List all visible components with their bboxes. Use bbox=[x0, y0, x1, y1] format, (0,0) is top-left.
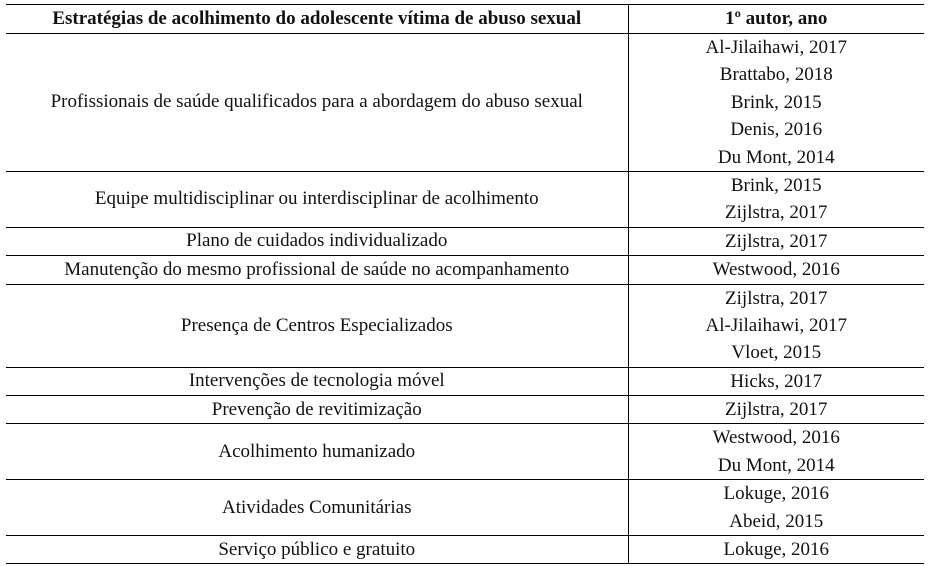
author-cell bbox=[628, 424, 924, 480]
strategy-cell bbox=[6, 424, 628, 480]
strategy-text: Atividades Comunitárias bbox=[222, 496, 412, 518]
author-entry: Westwood, 2016 bbox=[712, 427, 840, 449]
strategy-text: Serviço público e gratuito bbox=[218, 538, 416, 560]
strategy-text: Manutenção do mesmo profissional de saúde no acompanhamento bbox=[64, 258, 570, 280]
author-entry: Brattabo, 2018 bbox=[719, 64, 833, 86]
table-row bbox=[6, 227, 924, 255]
author-entry: Hicks, 2017 bbox=[730, 370, 823, 392]
author-column-header: 1º autor, ano bbox=[628, 5, 924, 34]
table-row bbox=[6, 536, 924, 564]
strategy-cell bbox=[6, 227, 628, 255]
strategy-text: Intervenções de tecnologia móvel bbox=[188, 370, 445, 392]
strategy-cell bbox=[6, 396, 628, 424]
table-header-row bbox=[6, 5, 924, 34]
strategy-text: Equipe multidisciplinar ou interdisciplinar de acolhimento bbox=[94, 188, 539, 210]
table-row bbox=[6, 367, 924, 395]
author-cell bbox=[628, 536, 924, 564]
author-cell bbox=[628, 396, 924, 424]
table-row bbox=[6, 284, 924, 367]
strategy-cell bbox=[6, 256, 628, 284]
strategy-text: Plano de cuidados individualizado bbox=[186, 230, 448, 252]
author-entry: Denis, 2016 bbox=[730, 119, 823, 141]
author-entry: Vloet, 2015 bbox=[731, 342, 822, 364]
author-entry: Brink, 2015 bbox=[730, 91, 822, 113]
strategies-table bbox=[6, 4, 924, 564]
strategy-cell bbox=[6, 171, 628, 227]
author-entry: Zijlstra, 2017 bbox=[725, 230, 828, 252]
author-entry: Lokuge, 2016 bbox=[723, 539, 830, 561]
strategy-text: Prevenção de revitimização bbox=[211, 398, 422, 420]
strategy-text: Acolhimento humanizado bbox=[218, 440, 416, 462]
author-entry: Zijlstra, 2017 bbox=[725, 202, 828, 224]
author-cell bbox=[628, 256, 924, 284]
author-entry: Brink, 2015 bbox=[730, 174, 822, 196]
author-cell bbox=[628, 284, 924, 367]
table-row bbox=[6, 256, 924, 284]
table-body bbox=[6, 34, 924, 564]
author-entry: Du Mont, 2014 bbox=[717, 146, 835, 168]
strategy-column-header: Estratégias de acolhimento do adolescente vítima de abuso sexual bbox=[6, 5, 628, 34]
author-entry: Du Mont, 2014 bbox=[717, 454, 835, 476]
author-entry: Westwood, 2016 bbox=[712, 259, 840, 281]
author-entry: Abeid, 2015 bbox=[729, 510, 824, 532]
author-cell bbox=[628, 34, 924, 172]
strategy-cell bbox=[6, 284, 628, 367]
author-entry: Al-Jilaihawi, 2017 bbox=[705, 314, 847, 336]
strategy-cell bbox=[6, 367, 628, 395]
author-cell bbox=[628, 227, 924, 255]
author-cell bbox=[628, 367, 924, 395]
author-entry: Zijlstra, 2017 bbox=[725, 287, 828, 309]
strategy-text: Presença de Centros Especializados bbox=[180, 314, 453, 336]
strategy-text: Profissionais de saúde qualificados para a abordagem do abuso sexual bbox=[50, 91, 583, 113]
table-row bbox=[6, 424, 924, 480]
strategy-cell bbox=[6, 536, 628, 564]
author-cell bbox=[628, 171, 924, 227]
author-entry: Al-Jilaihawi, 2017 bbox=[705, 37, 847, 58]
author-entry: Zijlstra, 2017 bbox=[725, 399, 828, 421]
table-row bbox=[6, 34, 924, 172]
author-cell bbox=[628, 480, 924, 536]
table-row bbox=[6, 396, 924, 424]
strategy-cell bbox=[6, 480, 628, 536]
table-row bbox=[6, 171, 924, 227]
author-entry: Lokuge, 2016 bbox=[723, 483, 830, 505]
table-row bbox=[6, 480, 924, 536]
strategy-cell bbox=[6, 34, 628, 172]
